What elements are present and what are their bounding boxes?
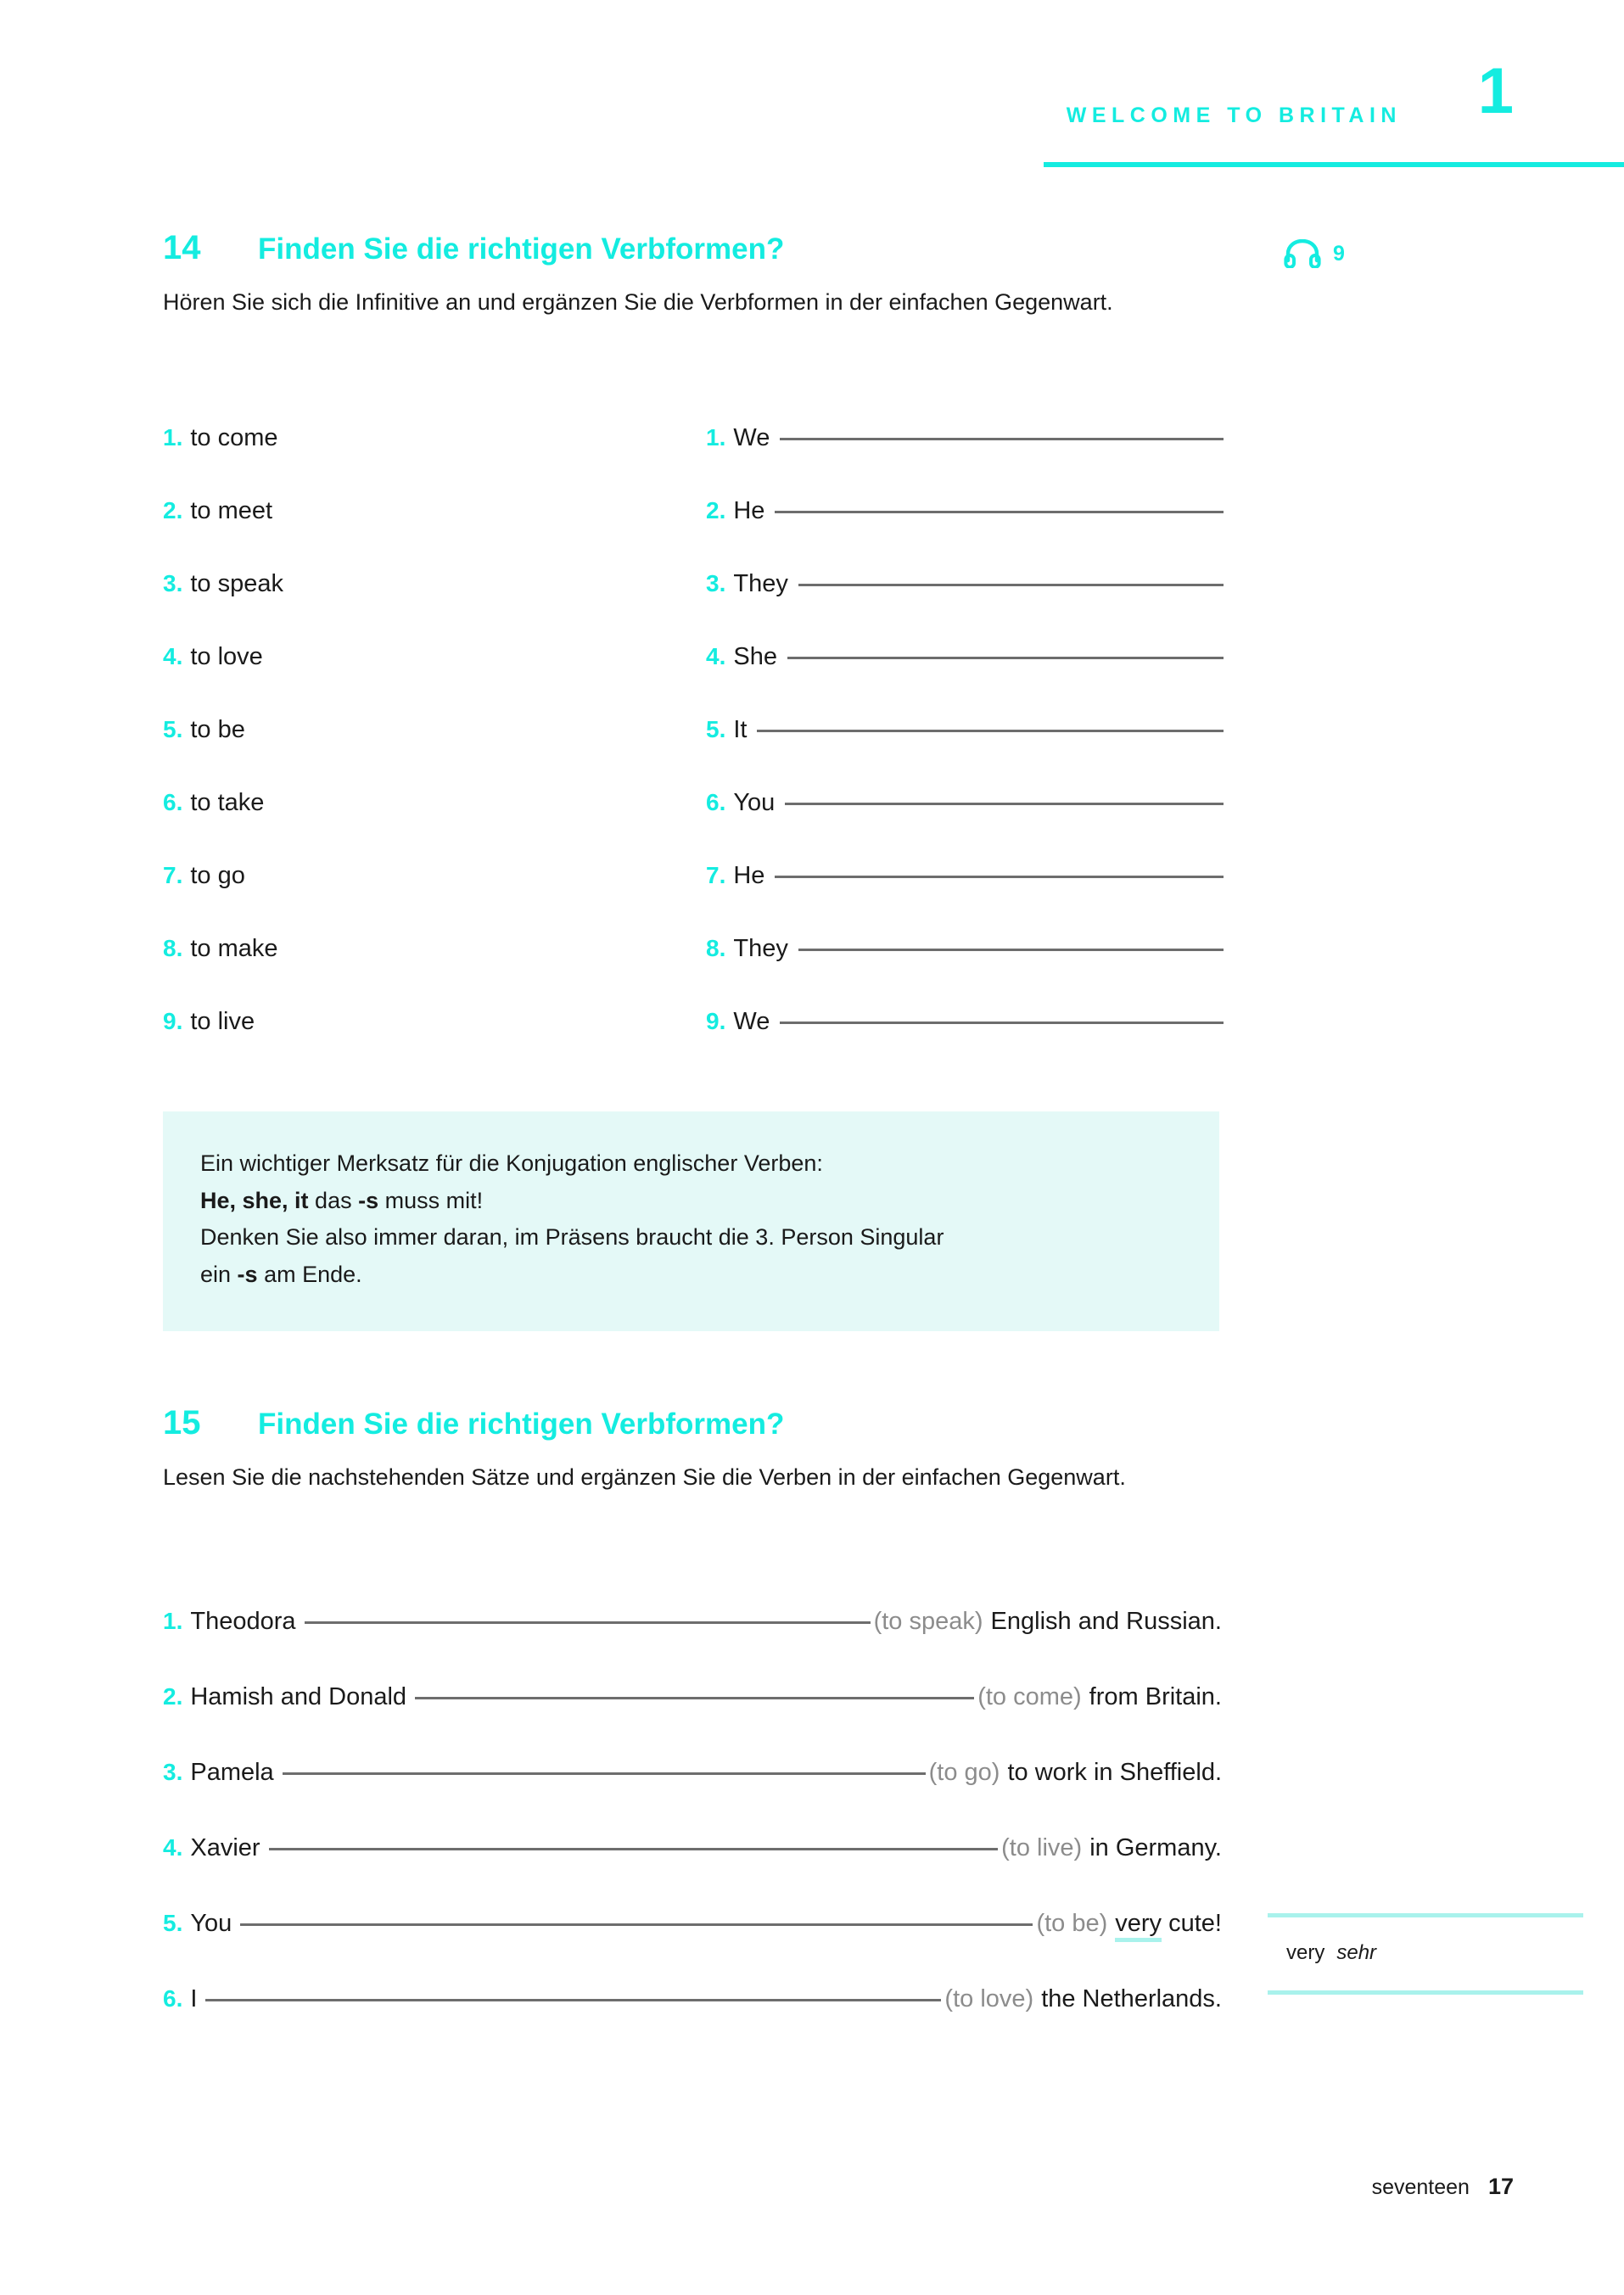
tip-line-4-start: ein [200, 1262, 238, 1288]
exercise-14-number: 14 [163, 229, 201, 266]
exercise-15-title: Finden Sie die richtigen Verbformen? [258, 1408, 785, 1441]
sentence-subject: I [190, 1985, 198, 2012]
verb-cue: (to love) [944, 1985, 1034, 2012]
exercise-15-instructions: Lesen Sie die nachstehenden Sätze und ergänzen Sie die Verben in der einfachen Gegenwart. [163, 1464, 1126, 1490]
sentence-row [163, 1910, 1222, 1985]
infinitive-item [163, 935, 706, 963]
verb-cue: (to come) [977, 1683, 1082, 1710]
sentence-tail: from Britain. [1089, 1683, 1222, 1710]
item-number: 4. [163, 1834, 183, 1861]
vocab-marked-word: very [1115, 1910, 1162, 1942]
pronoun-text: He [733, 862, 765, 889]
exercise-15-number: 15 [163, 1404, 201, 1441]
answer-blank[interactable] [798, 949, 1224, 951]
sentence-tail: English and Russian. [990, 1608, 1222, 1635]
answer-item [706, 1008, 1224, 1036]
verb-row [163, 424, 1224, 497]
verb-row [163, 1008, 1224, 1081]
sentence-tail: to work in Sheffield. [1007, 1759, 1222, 1786]
sentence-subject: Xavier [190, 1834, 260, 1861]
item-number: 1. [163, 424, 183, 451]
pronoun-text: She [733, 643, 777, 670]
answer-blank[interactable] [757, 730, 1224, 732]
item-number: 6. [163, 1985, 183, 2012]
pronoun-text: They [733, 935, 788, 962]
item-number: 3. [163, 1759, 183, 1785]
exercise-14-title: Finden Sie die richtigen Verbformen? [258, 232, 785, 266]
tip-line-2 [200, 1183, 1182, 1220]
item-number: 5. [163, 1910, 183, 1936]
answer-blank[interactable] [780, 438, 1224, 440]
grammar-tip-box [163, 1111, 1219, 1331]
sentence-subject: Theodora [190, 1608, 296, 1635]
pronoun-text: We [733, 1008, 770, 1035]
verb-row [163, 643, 1224, 716]
pronoun-text: We [733, 424, 770, 451]
audio-track-marker[interactable] [1284, 239, 1345, 268]
sentence-row [163, 1759, 1222, 1834]
sentence-subject: Pamela [190, 1759, 274, 1786]
verb-row [163, 862, 1224, 935]
exercise-15-sentence-list [163, 1608, 1222, 2061]
tip-suffix-bold-2: -s [237, 1262, 258, 1288]
answer-blank[interactable] [775, 876, 1224, 878]
verb-row [163, 789, 1224, 862]
pronoun-text: It [733, 716, 748, 743]
answer-item [706, 424, 1224, 452]
glossary-entry [1286, 1941, 1583, 1965]
sentence-row [163, 1834, 1222, 1910]
exercise-14-verb-grid [163, 424, 1224, 1081]
item-number: 7. [163, 862, 183, 888]
answer-blank[interactable] [240, 1923, 1033, 1926]
verb-row [163, 716, 1224, 789]
exercise-14-instructions: Hören Sie sich die Infinitive an und ergänzen Sie die Verbformen in der einfachen Gegenwart. [163, 289, 1113, 315]
tip-line-1: Ein wichtiger Merksatz für die Konjugation englischer Verben: [200, 1150, 823, 1176]
tip-pronouns-bold: He, she, it [200, 1187, 309, 1213]
verb-cue: (to be) [1036, 1910, 1108, 1937]
answer-blank[interactable] [415, 1697, 974, 1699]
header-rule [1044, 162, 1624, 167]
item-number: 7. [706, 862, 726, 888]
item-number: 5. [163, 716, 183, 742]
item-number: 8. [706, 935, 726, 961]
verb-row [163, 570, 1224, 643]
infinitive-item [163, 1008, 706, 1036]
vocabulary-glossary-box [1268, 1913, 1583, 1995]
infinitive-text: to live [190, 1008, 255, 1035]
sentence-tail: in Germany. [1089, 1834, 1222, 1861]
infinitive-item [163, 643, 706, 671]
glossary-translation: sehr [1336, 1941, 1377, 1964]
verb-cue: (to speak) [873, 1608, 983, 1635]
answer-blank[interactable] [785, 803, 1224, 805]
item-number: 6. [706, 789, 726, 815]
exercise-15-heading [163, 1404, 1126, 1442]
verb-cue: (to live) [1001, 1834, 1083, 1861]
item-number: 2. [163, 1683, 183, 1710]
sentence-row [163, 1683, 1222, 1759]
answer-blank[interactable] [269, 1848, 999, 1850]
answer-item [706, 862, 1224, 890]
tip-line-4 [200, 1257, 1182, 1294]
headphones-icon [1284, 239, 1321, 268]
page-number: 17 [1487, 2174, 1514, 2199]
page-header [0, 55, 1624, 176]
answer-blank[interactable] [798, 584, 1224, 586]
sentence-row [163, 1985, 1222, 2061]
answer-item [706, 570, 1224, 598]
answer-blank[interactable] [775, 511, 1224, 513]
tip-suffix-bold: -s [358, 1187, 379, 1213]
answer-blank[interactable] [205, 1999, 941, 2001]
item-number: 8. [163, 935, 183, 961]
answer-item [706, 716, 1224, 744]
answer-item [706, 643, 1224, 671]
tip-line-4-end: am Ende. [257, 1262, 362, 1288]
answer-item [706, 497, 1224, 525]
infinitive-text: to come [190, 424, 278, 451]
pronoun-text: You [733, 789, 776, 816]
exercise-14 [163, 229, 1113, 319]
tip-line-2-end: muss mit! [378, 1187, 484, 1213]
pronoun-text: He [733, 497, 765, 524]
infinitive-item [163, 497, 706, 525]
infinitive-text: to speak [190, 570, 283, 597]
infinitive-item [163, 570, 706, 598]
infinitive-text: to be [190, 716, 245, 743]
infinitive-text: to take [190, 789, 265, 816]
sentence-row [163, 1608, 1222, 1683]
item-number: 1. [706, 424, 726, 451]
infinitive-text: to go [190, 862, 245, 889]
item-number: 2. [163, 497, 183, 523]
answer-blank[interactable] [305, 1621, 871, 1624]
item-number: 3. [706, 570, 726, 596]
infinitive-item [163, 424, 706, 452]
sentence-tail: the Netherlands. [1041, 1985, 1222, 2012]
chapter-kicker: WELCOME TO BRITAIN [1066, 104, 1402, 127]
infinitive-item [163, 716, 706, 744]
infinitive-item [163, 862, 706, 890]
infinitive-item [163, 789, 706, 817]
tip-line-3: Denken Sie also immer daran, im Präsens braucht die 3. Person Singular [200, 1224, 944, 1251]
audio-track-number: 9 [1333, 241, 1345, 266]
item-number: 1. [163, 1608, 183, 1634]
sentence-subject: Hamish and Donald [190, 1683, 407, 1710]
item-number: 4. [163, 643, 183, 669]
infinitive-text: to love [190, 643, 263, 670]
item-number: 9. [706, 1008, 726, 1034]
item-number: 2. [706, 497, 726, 523]
answer-blank[interactable] [780, 1022, 1224, 1024]
sentence-subject: You [190, 1910, 232, 1937]
infinitive-text: to meet [190, 497, 273, 524]
item-number: 9. [163, 1008, 183, 1034]
verb-row [163, 497, 1224, 570]
exercise-15 [163, 1404, 1126, 1494]
pronoun-text: They [733, 570, 788, 597]
sentence-tail-rest: cute! [1162, 1910, 1222, 1937]
answer-item [706, 789, 1224, 817]
item-number: 4. [706, 643, 726, 669]
page-number-word: seventeen [1371, 2175, 1470, 2199]
answer-blank[interactable] [787, 657, 1224, 659]
sentence-tail [1115, 1910, 1222, 1938]
exercise-14-heading [163, 229, 1113, 267]
verb-row [163, 935, 1224, 1008]
item-number: 3. [163, 570, 183, 596]
verb-cue: (to go) [928, 1759, 1000, 1786]
tip-line-2-mid: das [308, 1187, 359, 1213]
page-footer [1372, 2174, 1514, 2200]
item-number: 6. [163, 789, 183, 815]
glossary-term: very [1286, 1941, 1325, 1964]
chapter-number: 1 [1477, 55, 1514, 127]
answer-blank[interactable] [283, 1772, 926, 1775]
item-number: 5. [706, 716, 726, 742]
answer-item [706, 935, 1224, 963]
infinitive-text: to make [190, 935, 278, 962]
